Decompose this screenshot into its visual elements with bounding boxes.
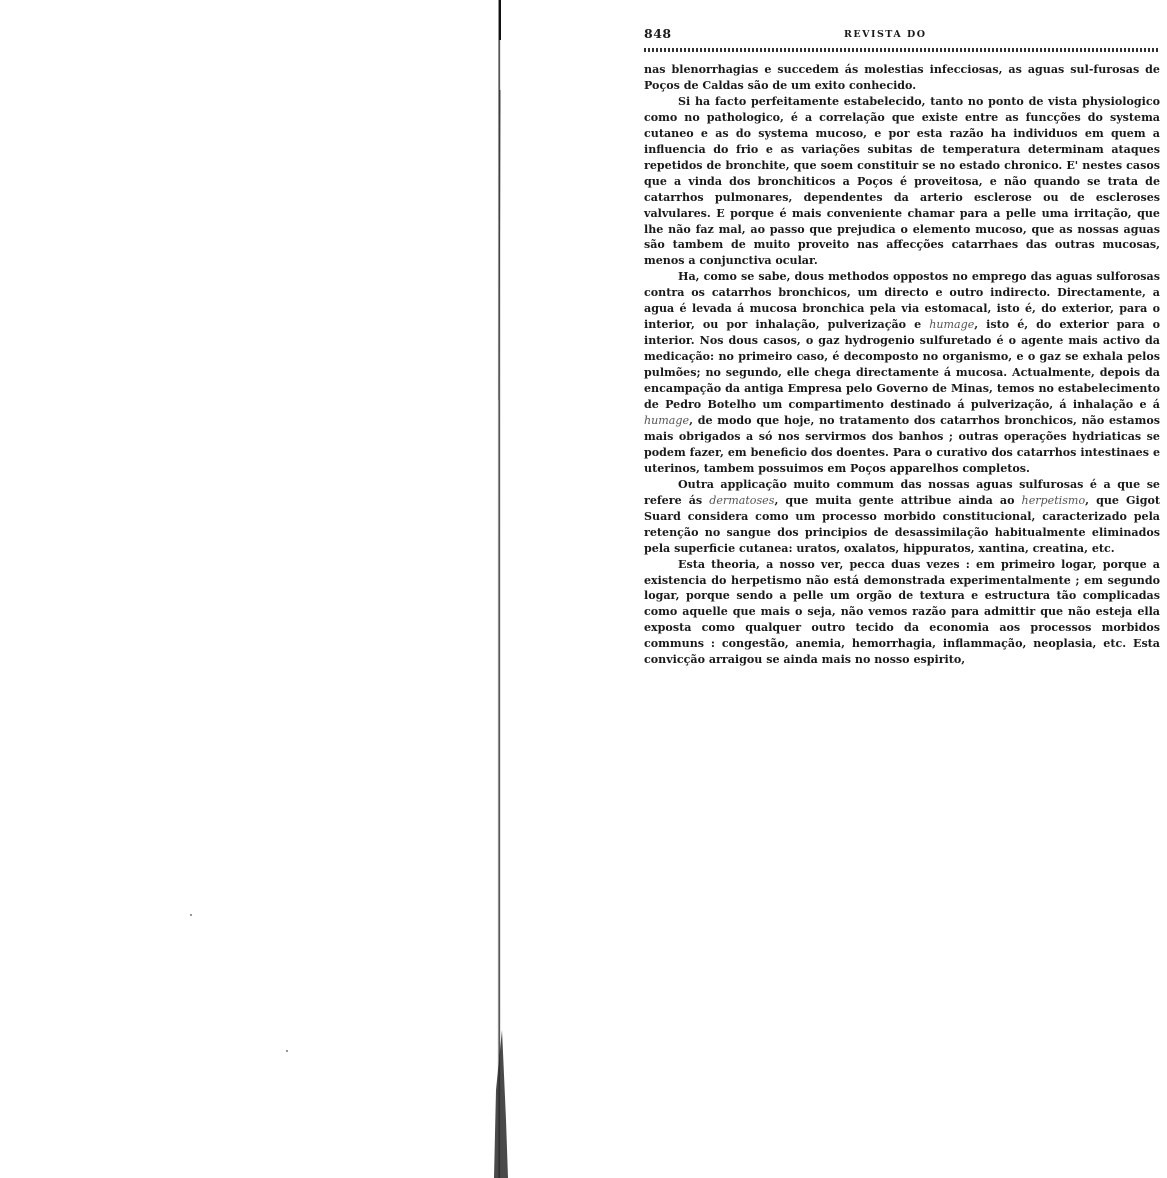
- text-run: , que muita gente attribue ainda ao: [774, 493, 1022, 507]
- paragraph: [644, 477, 1160, 557]
- text-run: , isto é, do exterior para o interior. Nos dous casos, o gaz hydrogenio sulfuretado é o agente mais activo da medicação: no primeiro caso, é decomposto no organismo, e o gaz se exhala pelos pulmões; no segundo, elle chega directamente á mucosa. Actualmente, depois da encampação da antiga Empresa pelo Governo de Minas, temos no estabelecimento de Pedro Botelho um compartimento destinado á pulverização, á inhalação e á: [644, 318, 1160, 412]
- running-head: [644, 26, 1160, 46]
- book-spine-shadow: [488, 0, 512, 1178]
- paragraph: [644, 94, 1160, 269]
- header-rule: [644, 48, 1160, 52]
- page-number: 848: [644, 26, 672, 41]
- text-run: Si ha facto perfeitamente estabelecido, tanto no ponto de vista physiologico como no pathologico, é a correlação que existe entre as funcções do systema cutaneo e as do systema mucoso, e por esta razão ha individuos em quem a influencia do frio e as variações subitas de temperatura determinam ataques repetidos de bronchite, que soem constituir se no estado chronico. E' nestes casos que a vinda dos bronchiticos a Poços é proveitosa, e não quando se trata de catarrhos pulmonares, dependentes da arterio esclerose ou de escleroses valvulares. E porque é mais conveniente chamar para a pelle uma irritação, que lhe não faz mal, ao passo que prejudica o elemento mucoso, que as nossas aguas são tambem de muito proveito nas affecções catarrhaes das outras mucosas, menos a conjunctiva ocular.: [644, 94, 1160, 268]
- paragraph: [644, 62, 1160, 94]
- journal-title: REVISTA DO: [844, 29, 927, 40]
- paper-speck: [190, 914, 192, 916]
- text-run: Ha, como se sabe, dous methodos oppostos no emprego das aguas sulforosas contra os catarrhos bronchicos, um directo e outro indirecto. Directamente, a agua é levada á mucosa bronchica pela via estomacal, isto é, do exterior, para o interior, ou por inhalação, pulverização e: [644, 270, 1160, 332]
- text-run: nas blenorrhagias e succedem ás molestias infecciosas, as aguas sul-furosas de Poços de Caldas são de um exito conhecido.: [644, 63, 1160, 92]
- paragraph: [644, 269, 1160, 476]
- text-run: , de modo que hoje, no tratamento dos catarrhos bronchicos, não estamos mais obrigados a só nos servirmos dos banhos ; outras operações hydriaticas se podem fazer, em beneficio dos doentes. Para o curativo dos catarrhos intestinaes e uterinos, tambem possuimos em Poços apparelhos completos.: [644, 413, 1160, 475]
- italic-term: herpetismo: [1021, 493, 1086, 507]
- text-run: , que Gigot Suard considera como um processo morbido constitucional, caracterizado pela retenção no sangue dos principios de desassimilação habitualmente eliminados pela superficie cutanea: uratos, oxalatos, hippuratos, xantina, creatina, etc.: [644, 493, 1161, 555]
- book-page: [644, 26, 1160, 668]
- body-text: [644, 62, 1160, 668]
- paper-speck: [286, 1050, 288, 1052]
- paragraph: [644, 557, 1160, 669]
- text-run: Outra applicação muito commum das nossas aguas sulfurosas é a que se refere ás: [644, 477, 1160, 507]
- italic-term: dermatoses: [709, 493, 775, 507]
- italic-term: humage: [929, 318, 975, 332]
- text-run: Esta theoria, a nosso ver, pecca duas vezes : em primeiro logar, porque a existencia do herpetismo não está demonstrada experimentalmente ; em segundo logar, porque sendo a pelle um orgão de textura e estructura tão complicadas como aquelle que mais o seja, não vemos razão para admittir que não esteja ella exposta como qualquer outro tecido da economia aos processos morbidos communs : congestão, anemia, hemorrhagia, inflammação, neoplasia, etc. Esta convicção arraigou se ainda mais no nosso espirito,: [644, 557, 1160, 667]
- italic-term: humage: [644, 413, 690, 427]
